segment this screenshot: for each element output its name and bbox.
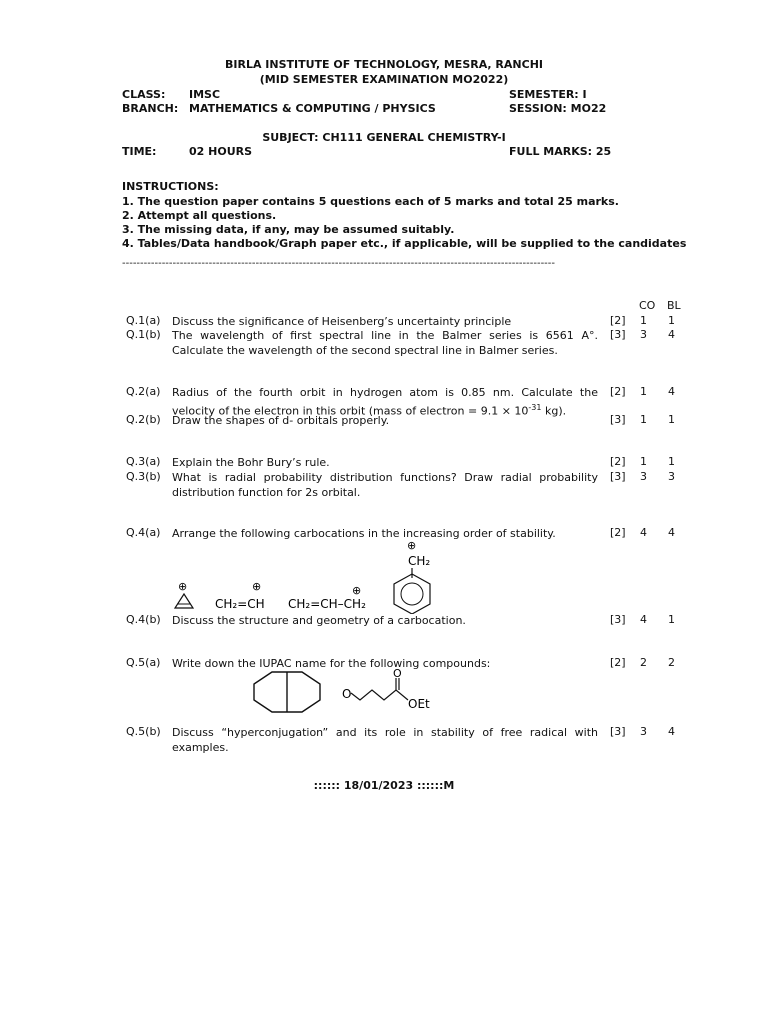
- benzene-aromatic-circle: [401, 583, 423, 605]
- bl-header: BL: [667, 299, 681, 312]
- question-number: Q.2(b): [126, 413, 161, 426]
- question-bl: 1: [668, 413, 675, 426]
- question-bl: 3: [668, 470, 675, 483]
- question-text: Draw the shapes of d- orbitals properly.: [172, 414, 390, 427]
- vinyl-cation: CH₂=CH: [215, 597, 265, 611]
- time-label: TIME:: [122, 145, 157, 158]
- question-number: Q.5(a): [126, 656, 161, 669]
- question-bl: 1: [668, 455, 675, 468]
- question-co: 1: [640, 385, 647, 398]
- benzene-ring: [394, 574, 430, 614]
- question-bl: 4: [668, 526, 675, 539]
- question-marks: [3]: [610, 328, 626, 341]
- carbocation-structures: [160, 538, 460, 614]
- question-marks: [3]: [610, 413, 626, 426]
- question-co: 1: [640, 314, 647, 327]
- vinyl-charge: ⊕: [252, 580, 262, 593]
- compound-structures: [250, 668, 470, 716]
- cyclopropenyl-charge: ⊕: [178, 580, 188, 593]
- question-co: 4: [640, 526, 647, 539]
- question-number: Q.1(b): [126, 328, 161, 341]
- question-text: Discuss the significance of Heisenberg’s uncertainty principle: [172, 315, 512, 328]
- class-value: IMSC: [189, 88, 221, 101]
- question-text: Discuss the structure and geometry of a carbocation.: [172, 614, 466, 627]
- question-number: Q.3(a): [126, 455, 161, 468]
- question-bl: 4: [668, 328, 675, 341]
- exponent: -31: [528, 403, 542, 412]
- carbonyl-oxygen: O: [393, 668, 402, 680]
- institute-title: BIRLA INSTITUTE OF TECHNOLOGY, MESRA, RANCHI: [225, 58, 543, 71]
- co-header: CO: [639, 299, 656, 312]
- question-marks: [3]: [610, 725, 626, 738]
- allyl-charge: ⊕: [352, 584, 362, 597]
- ethoxy-group: OEt: [408, 697, 430, 711]
- instruction-item: 4. Tables/Data handbook/Graph paper etc., if applicable, will be supplied to the candidates: [122, 237, 687, 250]
- question-row: [0, 413, 768, 429]
- exam-title: (MID SEMESTER EXAMINATION MO2022): [259, 73, 509, 86]
- question-text: Write down the IUPAC name for the following compounds:: [172, 657, 491, 670]
- question-number: Q.5(b): [126, 725, 161, 738]
- question-text: What is radial probability distribution functions? Draw radial probability distribution function for 2s orbital.: [172, 471, 598, 499]
- question-bl: 2: [668, 656, 675, 669]
- branch-label: BRANCH:: [122, 102, 179, 115]
- instructions-title: INSTRUCTIONS:: [122, 180, 219, 193]
- divider-line: ------------------------------------------------------------------------------------------------------------------------: [122, 258, 556, 269]
- question-row: [0, 470, 768, 499]
- question-number: Q.4(a): [126, 526, 161, 539]
- question-bl: 4: [668, 725, 675, 738]
- question-marks: [2]: [610, 314, 626, 327]
- question-marks: [2]: [610, 526, 626, 539]
- question-row: [0, 725, 768, 754]
- question-text-main: Radius of the fourth orbit in hydrogen atom is 0.85 nm. Calculate the velocity of the electron in this orbit (mass of electron = 9.1 × 10: [172, 386, 598, 418]
- question-bl: 1: [668, 314, 675, 327]
- full-marks: FULL MARKS: 25: [509, 145, 612, 158]
- allyl-cation: CH₂=CH–CH₂: [288, 597, 366, 611]
- question-co: 3: [640, 328, 647, 341]
- instruction-item: 3. The missing data, if any, may be assumed suitably.: [122, 223, 455, 236]
- question-marks: [2]: [610, 455, 626, 468]
- question-co: 1: [640, 413, 647, 426]
- question-number: Q.4(b): [126, 613, 161, 626]
- class-label: CLASS:: [122, 88, 166, 101]
- question-co: 2: [640, 656, 647, 669]
- question-bl: 1: [668, 613, 675, 626]
- subject: SUBJECT: CH111 GENERAL CHEMISTRY-I: [262, 131, 506, 144]
- benzyl-charge: ⊕: [407, 539, 417, 552]
- session: SESSION: MO22: [509, 102, 607, 115]
- question-marks: [3]: [610, 613, 626, 626]
- question-row: [0, 328, 768, 357]
- semester: SEMESTER: I: [509, 88, 587, 101]
- question-marks: [3]: [610, 470, 626, 483]
- question-number: Q.3(b): [126, 470, 161, 483]
- question-co: 3: [640, 470, 647, 483]
- question-row: [0, 613, 768, 629]
- branch-value: MATHEMATICS & COMPUTING / PHYSICS: [189, 102, 436, 115]
- question-text: Arrange the following carbocations in the increasing order of stability.: [172, 527, 556, 540]
- question-number: Q.2(a): [126, 385, 161, 398]
- instruction-item: 1. The question paper contains 5 questions each of 5 marks and total 25 marks.: [122, 195, 619, 208]
- question-row: [0, 455, 768, 471]
- question-text-tail: kg).: [541, 404, 567, 418]
- question-co: 4: [640, 613, 647, 626]
- benzyl-ch2: CH₂: [408, 554, 431, 568]
- ester-chain: [351, 690, 408, 700]
- question-number: Q.1(a): [126, 314, 161, 327]
- time-value: 02 HOURS: [189, 145, 253, 158]
- question-co: 3: [640, 725, 647, 738]
- cyclopropenyl-ring: [175, 594, 193, 608]
- instruction-item: 2. Attempt all questions.: [122, 209, 277, 222]
- footer-date: :::::: 18/01/2023 ::::::M: [313, 779, 455, 792]
- question-marks: [2]: [610, 385, 626, 398]
- aldehyde-oxygen: O: [342, 687, 352, 701]
- question-marks: [2]: [610, 656, 626, 669]
- question-text: Explain the Bohr Bury’s rule.: [172, 456, 330, 469]
- question-text: Discuss “hyperconjugation” and its role in stability of free radical with examples.: [172, 726, 598, 754]
- question-bl: 4: [668, 385, 675, 398]
- question-co: 1: [640, 455, 647, 468]
- question-text: The wavelength of first spectral line in the Balmer series is 6561 A°. Calculate the wavelength of the second spectral line in Balmer series.: [172, 329, 598, 357]
